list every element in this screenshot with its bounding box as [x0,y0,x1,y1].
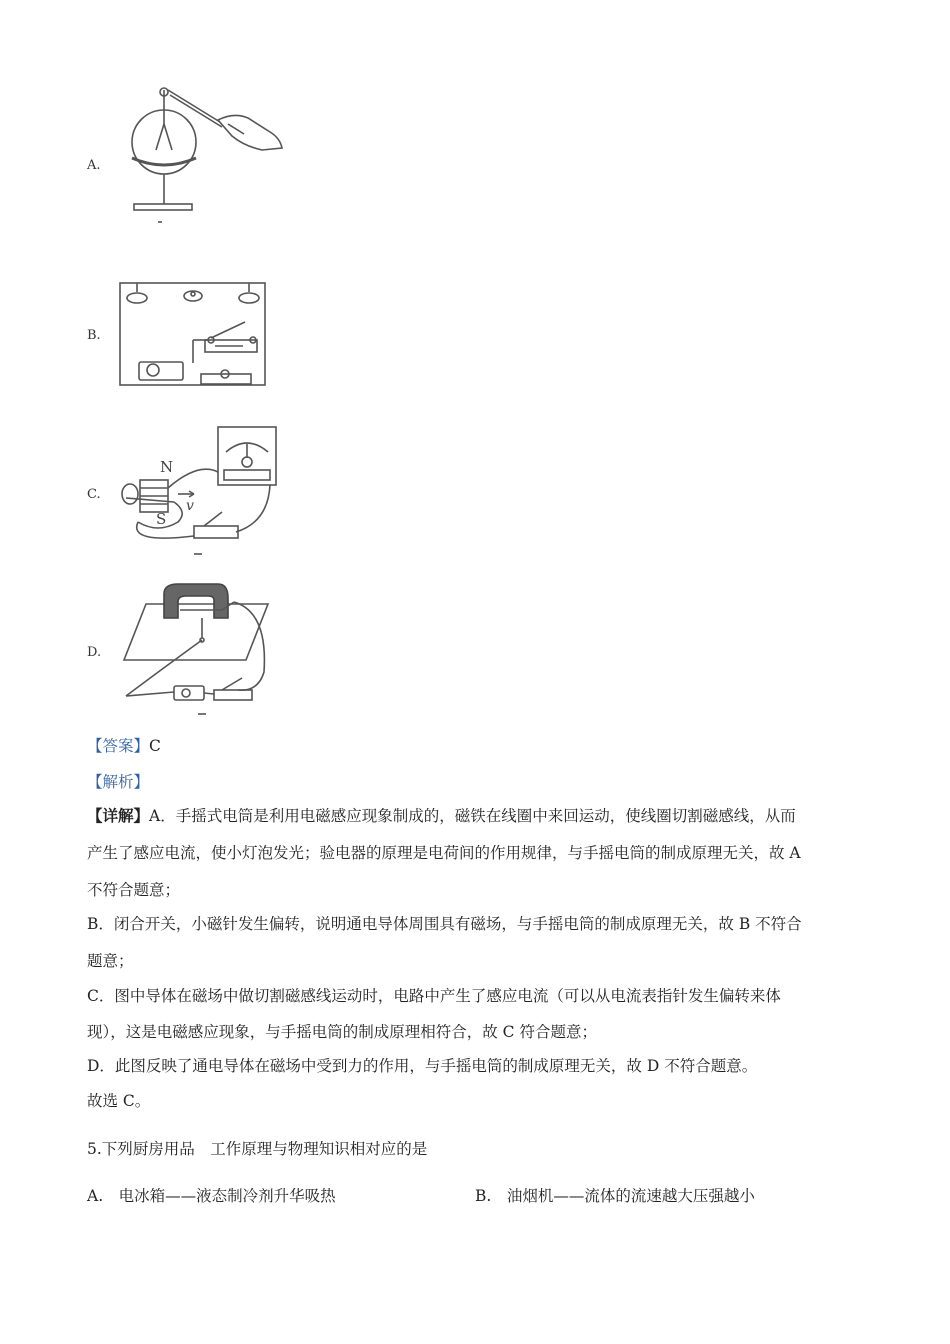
answer-value: C [149,737,161,755]
option-c-label: C. [87,487,101,502]
answer-tag: 【答案】 [87,737,150,755]
detail-line-8: D．此图反映了通电导体在磁场中受到力的作用，与手摇电筒的制成原理无关，故 D 不符合题意。 [87,1057,758,1075]
question-5-option-a: A. 电冰箱——液态制冷剂升华吸热 [87,1187,336,1205]
motor-principle-figure [118,582,278,722]
detail-line-1 [87,806,796,826]
detail-line-7: 现），这是电磁感应现象，与手摇电筒的制成原理相符合，故 C 符合题意； [87,1023,597,1041]
detail-line-9: 故选 C。 [87,1092,151,1110]
option-b-label: B. [87,328,101,343]
option-d-label: D. [87,645,102,660]
electroscope-figure [122,80,292,230]
answer-line [87,736,161,756]
velocity-label: v [186,498,194,514]
detail-line-6: C．图中导体在磁场中做切割磁感线运动时，电路中产生了感应电流（可以从电流表指针发生偏转来体 [87,987,781,1005]
analysis-tag: 【解析】 [87,773,150,791]
detail-line-2: 产生了感应电流，使小灯泡发光；验电器的原理是电荷间的作用规律，与手摇电筒的制成原理无关，故 A [87,844,801,862]
detail-tag: 【详解】 [87,806,150,825]
detail-line-3: 不符合题意； [87,881,181,899]
question-5-stem: 5.下列厨房用品 工作原理与物理知识相对应的是 [87,1140,428,1158]
detail-line-5: 题意； [87,952,134,970]
north-pole-label: N [160,458,174,476]
question-5-option-b: B. 油烟机——流体的流速越大压强越小 [475,1187,755,1205]
oersted-circuit-figure [115,278,275,398]
detail-text-1: A．手摇式电筒是利用电磁感应现象制成的，磁铁在线圈中来回运动，使线圈切割磁感线，从而 [149,807,796,825]
south-pole-label: S [156,510,167,528]
induction-circuit-figure [118,422,288,562]
detail-line-4: B．闭合开关，小磁针发生偏转，说明通电导体周围具有磁场，与手摇电筒的制成原理无关，故 B 不符合 [87,915,802,933]
option-a-label: A. [87,158,101,173]
